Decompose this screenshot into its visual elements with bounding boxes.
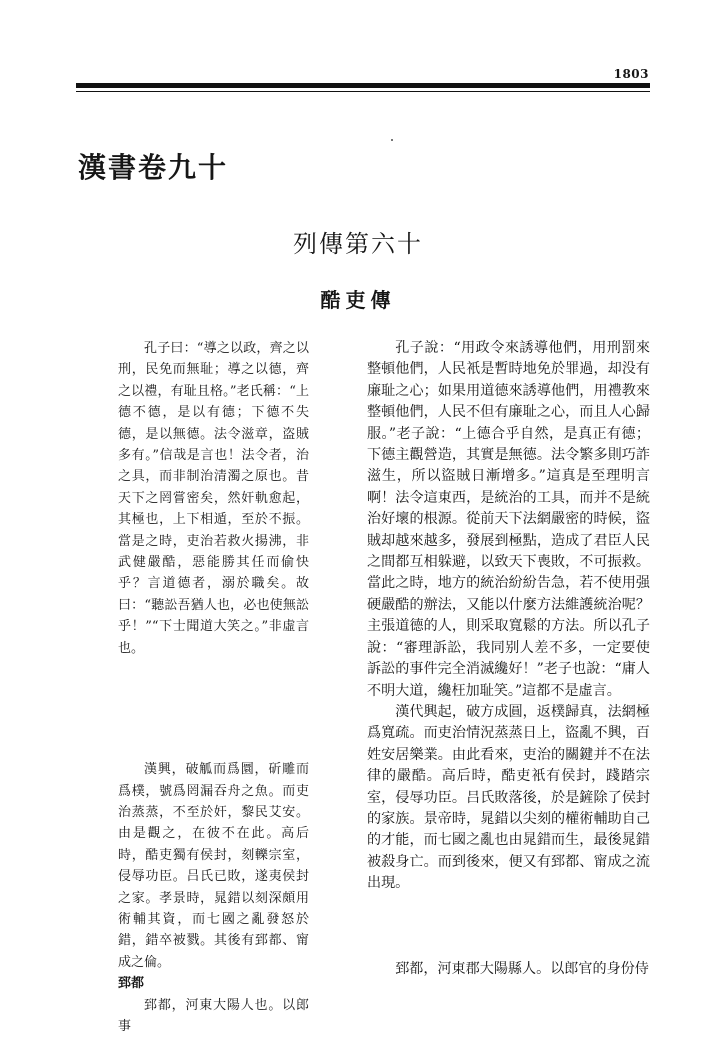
translation-paragraph-1: 孔子說：“用政令來誘導他們，用刑罰來整頓他們，人民衹是暫時地免於罪過，却没有廉耻之心；如果用道德來誘導他們，用禮教來整頓他們，人民不但有廉耻之心，而且人心歸服。”老子說：“上德合乎自然，是真正有德；下德主觀營造，其實是無德。法令繁多則巧詐滋生，所以盜賊日漸增多。”這真是至理明言啊！法令這東西，是統治的工具，而并不是統治好壞的根源。從前天下法網嚴密的時候，盜賊却越來越多，發展到極點，造成了君臣人民之間都互相躲避，以致天下喪敗，不可振救。當此之時，地方的統治紛紛告急，若不使用强硬嚴酷的辦法，又能以什麼方法維護統治呢？主張道德的人，則采取寬鬆的方法。所以孔子說：“審理訴訟，我同别人差不多，一定要使訴訟的事件完全消滅纔好！”老子也說：“庸人不明大道，纔枉加耻笑。”這都不是虛言。 xyxy=(367,340,650,699)
subheading-zhidu: 郅都 xyxy=(118,976,145,992)
chapter-subtitle: 酷吏傳 xyxy=(320,288,396,312)
translation-text-column xyxy=(367,338,650,980)
translation-paragraph-2: 漢代興起，破方成圓，返樸歸真，法網極爲寬疏。而吏治情況蒸蒸日上，盜亂不興，百姓安居樂業。由此看來，吏治的關鍵并不在法律的嚴酷。高后時，酷吏衹有侯封，踐踏宗室，侵辱功臣。吕氏敗落後，於是鏟除了侯封的家族。景帝時，晁錯以尖刻的權術輔助自己的才能，而七國之亂也由晁錯而生，最後晁錯被殺身亡。而到後來，便又有郅都、甯成之流出現。 xyxy=(367,703,650,892)
header-rule-thick xyxy=(76,83,650,88)
header-rule-thin xyxy=(76,91,650,92)
volume-title: 漢書卷九十 xyxy=(78,151,229,184)
classical-paragraph-2: 漢興，破觚而爲圜，斫雕而爲樸，號爲罔漏吞舟之魚。而吏治蒸蒸，不至於奸，黎民艾安。由是觀之，在彼不在此。高后時，酷吏獨有侯封，刻轢宗室，侵辱功臣。吕氏已敗，遂夷侯封之家。孝景時，晁錯以刻深頗用術輔其資，而七國之亂發怒於錯，錯卒被戮。其後有郅都、甯成之倫。 xyxy=(118,762,309,970)
classical-text-column xyxy=(118,338,309,1037)
page-number: 1803 xyxy=(613,67,649,81)
classical-paragraph-1: 孔子曰：“導之以政，齊之以刑，民免而無耻；導之以德，齊之以禮，有耻且格。”老氏稱：“上德不德，是以有德；下德不失德，是以無德。法令滋章，盗賊多有。”信哉是言也！法令者，治之具，而非制治清濁之原也。昔天下之罔嘗密矣，然奸軌愈起，其極也，上下相遁，至於不振。當是之時，吏治若救火揚沸，非武健嚴酷，惡能勝其任而偷快乎？言道德者，溺於職矣。故曰：“聽訟吾猶人也，必也使無訟乎！”“下士聞道大笑之。”非虛言也。 xyxy=(118,341,309,656)
translation-paragraph-3: 郅都，河東郡大陽縣人。以郎官的身份侍 xyxy=(395,960,649,977)
section-title: 列傳第六十 xyxy=(293,230,423,258)
speck-mark xyxy=(391,139,393,141)
classical-paragraph-3: 郅都，河東大陽人也。以郎事 xyxy=(118,997,309,1034)
